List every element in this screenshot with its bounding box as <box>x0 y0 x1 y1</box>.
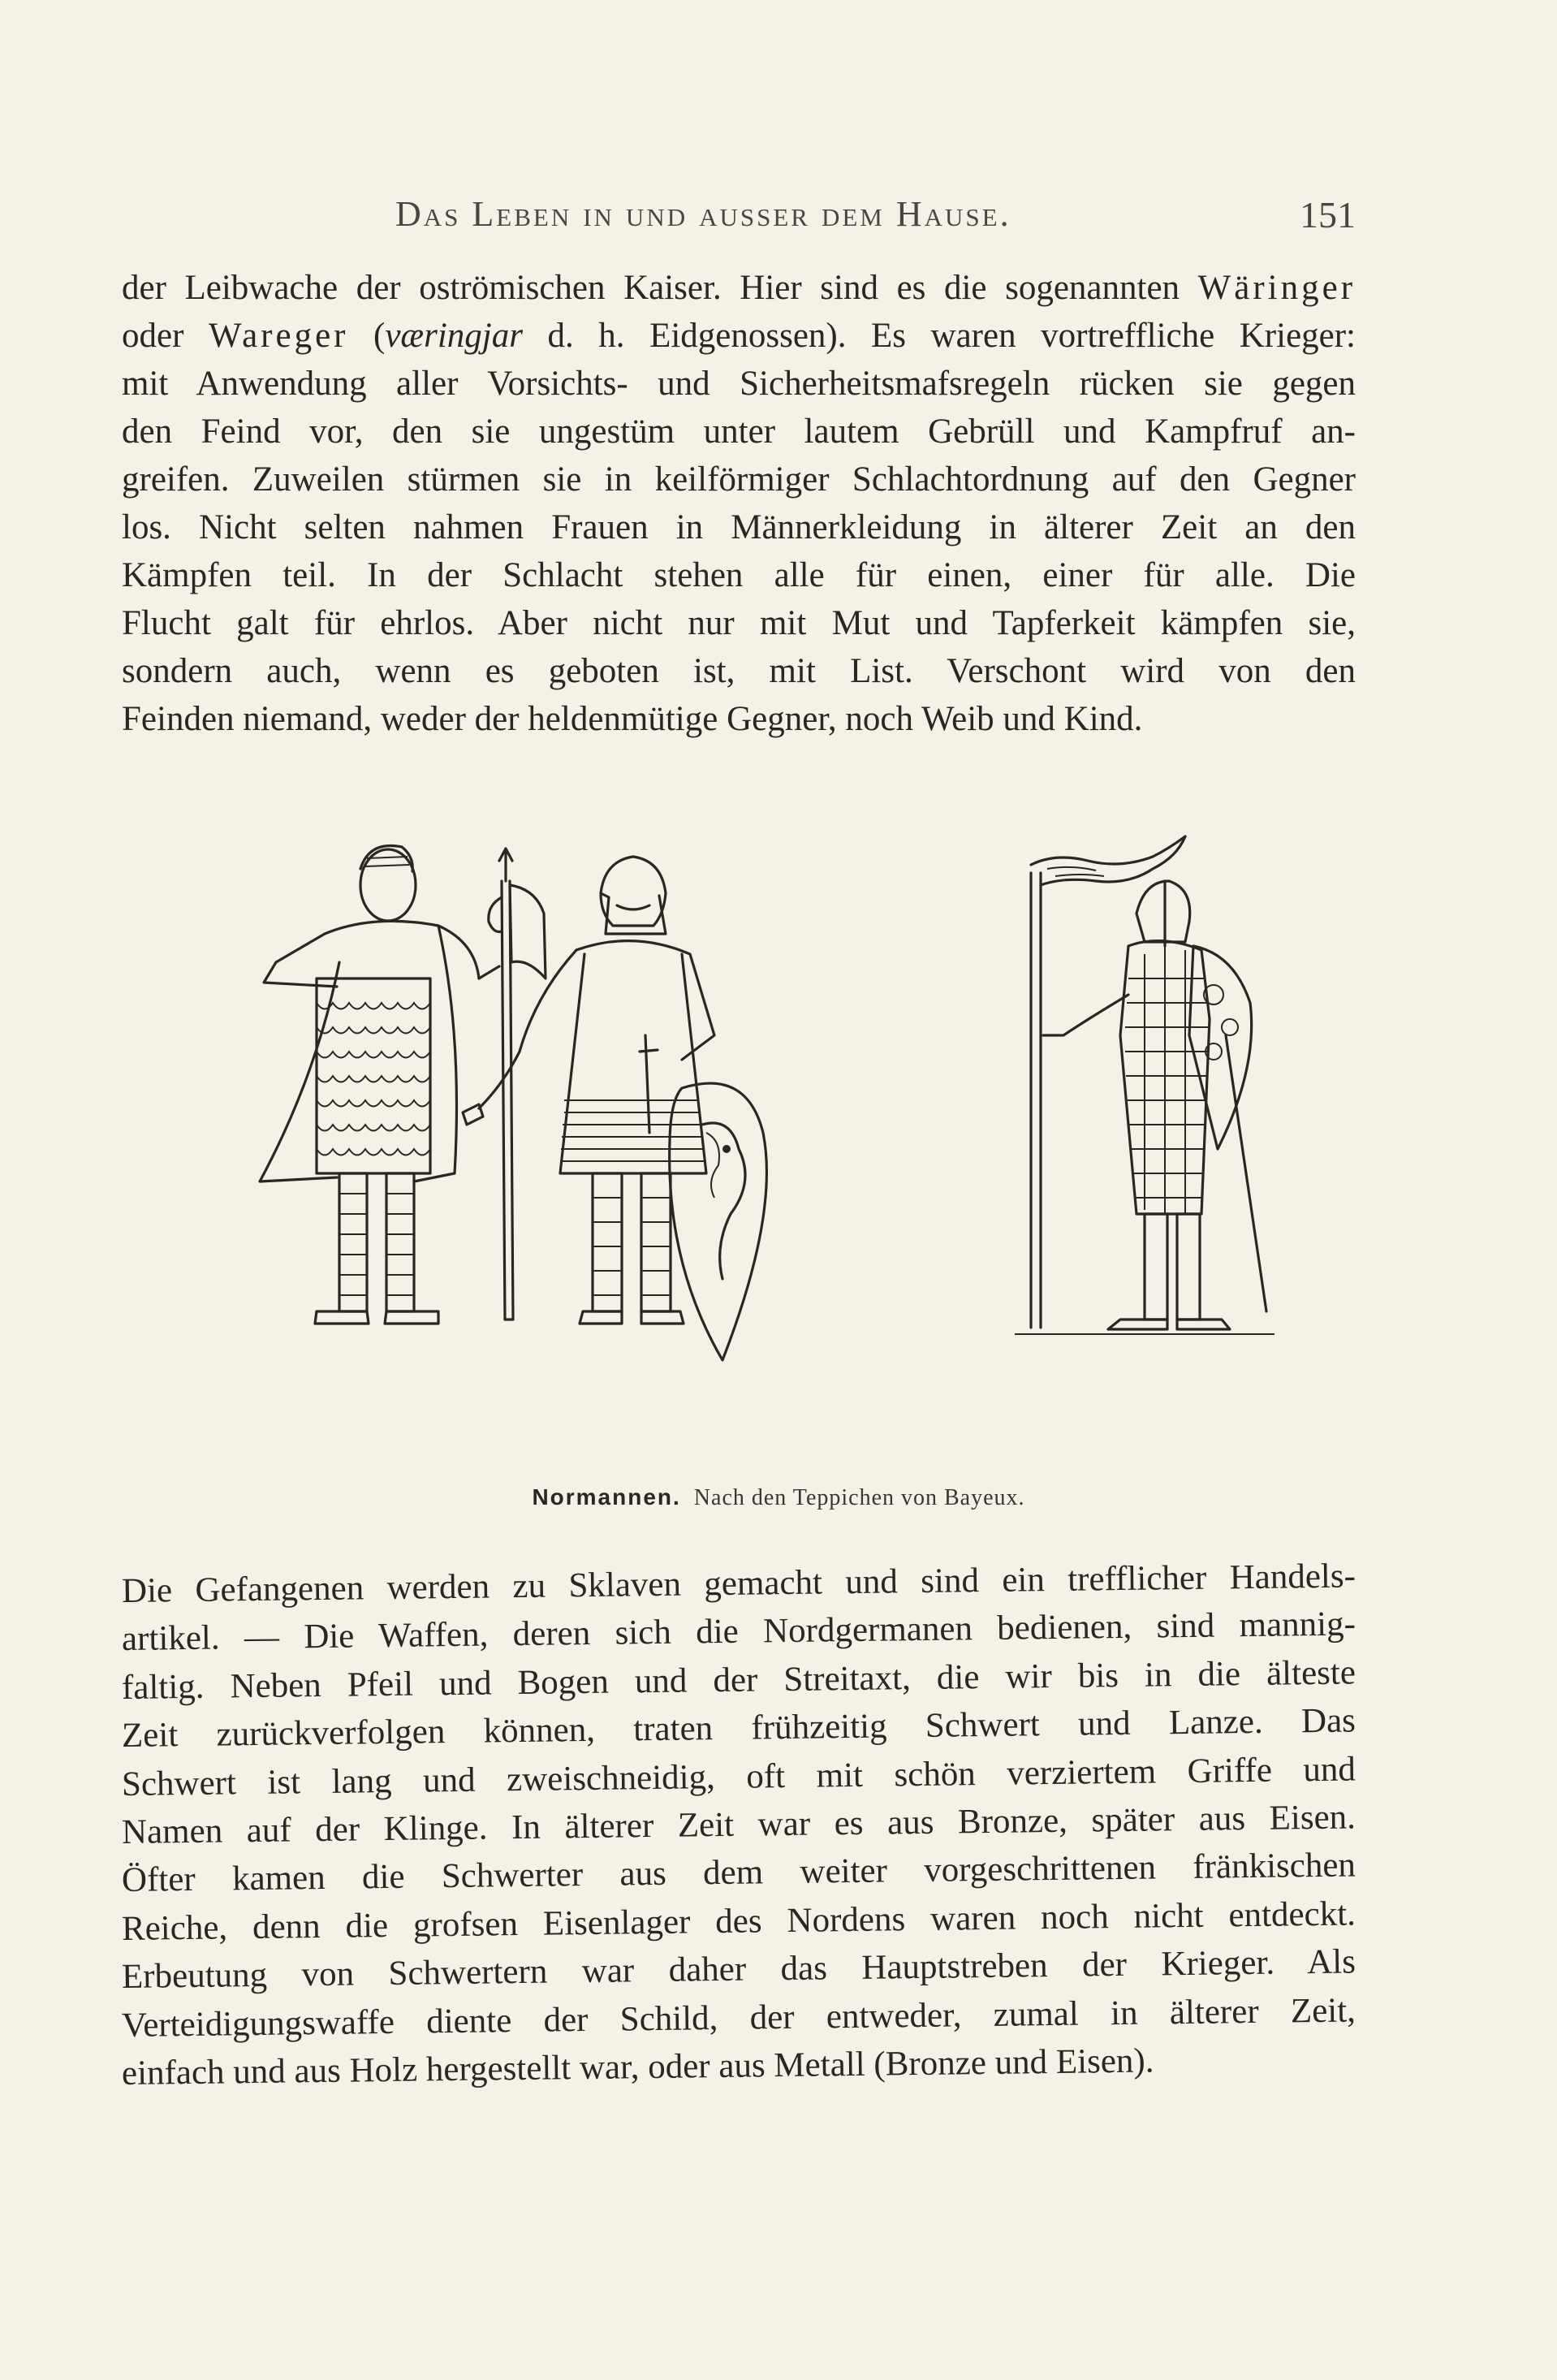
paragraph-2-line: Zeit zurückverfolgen können, traten frühzeitig Schwert und Lanze. Das <box>121 1701 1356 1756</box>
paragraph-2-line: faltig. Neben Pfeil und Bogen und der Streitaxt, die wir bis in die älteste <box>121 1653 1356 1707</box>
paragraph-2-line: Schwert ist lang und zweischneidig, oft mit schön verziertem Griffe und <box>121 1749 1356 1803</box>
figure-caption <box>0 1484 1557 1511</box>
spaced-term-waringer: Wäringer <box>1197 269 1356 307</box>
paragraph-2-line: Die Gefangenen werden zu Sklaven gemacht und sind ein trefflicher Handels- <box>121 1557 1356 1610</box>
paragraph-1 <box>122 264 1356 743</box>
line-text: d. h. Eidgenossen). Es waren vortreffliche Krieger: <box>547 317 1356 355</box>
paragraph-2-line: Reiche, denn die grofsen Eisenlager des Nordens waren noch nicht entdeckt. <box>121 1894 1356 1948</box>
line-text: der Leibwache der oströmischen Kaiser. Hier sind es die sogenannten <box>122 269 1180 307</box>
paragraph-1-line: Flucht galt für ehrlos. Aber nicht nur mit Mut und Tapferkeit kämpfen sie, <box>122 604 1356 642</box>
paragraph-1-line <box>122 264 1356 312</box>
paragraph-1-line: Feinden niemand, weder der heldenmütige Gegner, noch Weib und Kind. <box>122 700 1143 738</box>
armored-standard-bearer-figure <box>1015 836 1274 1334</box>
paragraph-2-line: artikel. — Die Waffen, deren sich die Nordgermanen bedienen, sind mannig- <box>121 1605 1356 1659</box>
page-number: 151 <box>1300 194 1356 235</box>
paragraph-2-line: Verteidigungswaffe diente der Schild, der entweder, zumal in älterer Zeit, <box>121 1990 1356 2045</box>
paragraph-1-line <box>122 312 1356 360</box>
line-text: oder <box>122 317 184 355</box>
paragraph-1-line: Kämpfen teil. In der Schlacht stehen alle für einen, einer für alle. Die <box>122 556 1356 594</box>
paragraph-2 <box>121 1557 1356 2097</box>
paragraph-1-line: los. Nicht selten nahmen Frauen in Männerkleidung in älterer Zeit an den <box>122 508 1356 546</box>
running-head <box>122 193 1356 242</box>
normannen-illustration <box>195 792 1283 1458</box>
tunic-warrior-with-shield-figure <box>463 857 766 1360</box>
italic-term-vaeringjar: væringjar <box>385 317 523 355</box>
paragraph-2-line: Öfter kamen die Schwerter aus dem weiter vorgeschrittenen fränkischen <box>121 1846 1356 1900</box>
caption-label: Normannen. <box>532 1484 681 1510</box>
page-header-title: Das Leben in und ausser dem Hause. <box>395 194 1011 234</box>
paragraph-2-line: einfach und aus Holz hergestellt war, oder aus Metall (Bronze und Eisen). <box>121 2041 1154 2093</box>
caption-source: Nach den Teppichen von Bayeux. <box>693 1485 1025 1510</box>
paragraph-1-line: den Feind vor, den sie ungestüm unter lautem Gebrüll und Kampfruf an- <box>122 413 1356 451</box>
paragraph-2-line: Namen auf der Klinge. In älterer Zeit war es aus Bronze, später aus Eisen. <box>121 1798 1356 1851</box>
spaced-term-wareger: Wareger <box>208 317 349 355</box>
paragraph-1-line: greifen. Zuweilen stürmen sie in keilförmiger Schlachtordnung auf den Gegner <box>122 460 1356 499</box>
paragraph-2-line: Erbeutung von Schwertern war daher das Hauptstreben der Krieger. Als <box>121 1942 1356 1997</box>
cloaked-man-with-axe-figure <box>260 846 546 1324</box>
paragraph-1-line: sondern auch, wenn es geboten ist, mit List. Verschont wird von den <box>122 652 1356 690</box>
paragraph-1-line: mit Anwendung aller Vorsichts- und Sicherheitsmafsregeln rücken sie gegen <box>122 365 1356 403</box>
line-text: ( <box>373 317 386 355</box>
